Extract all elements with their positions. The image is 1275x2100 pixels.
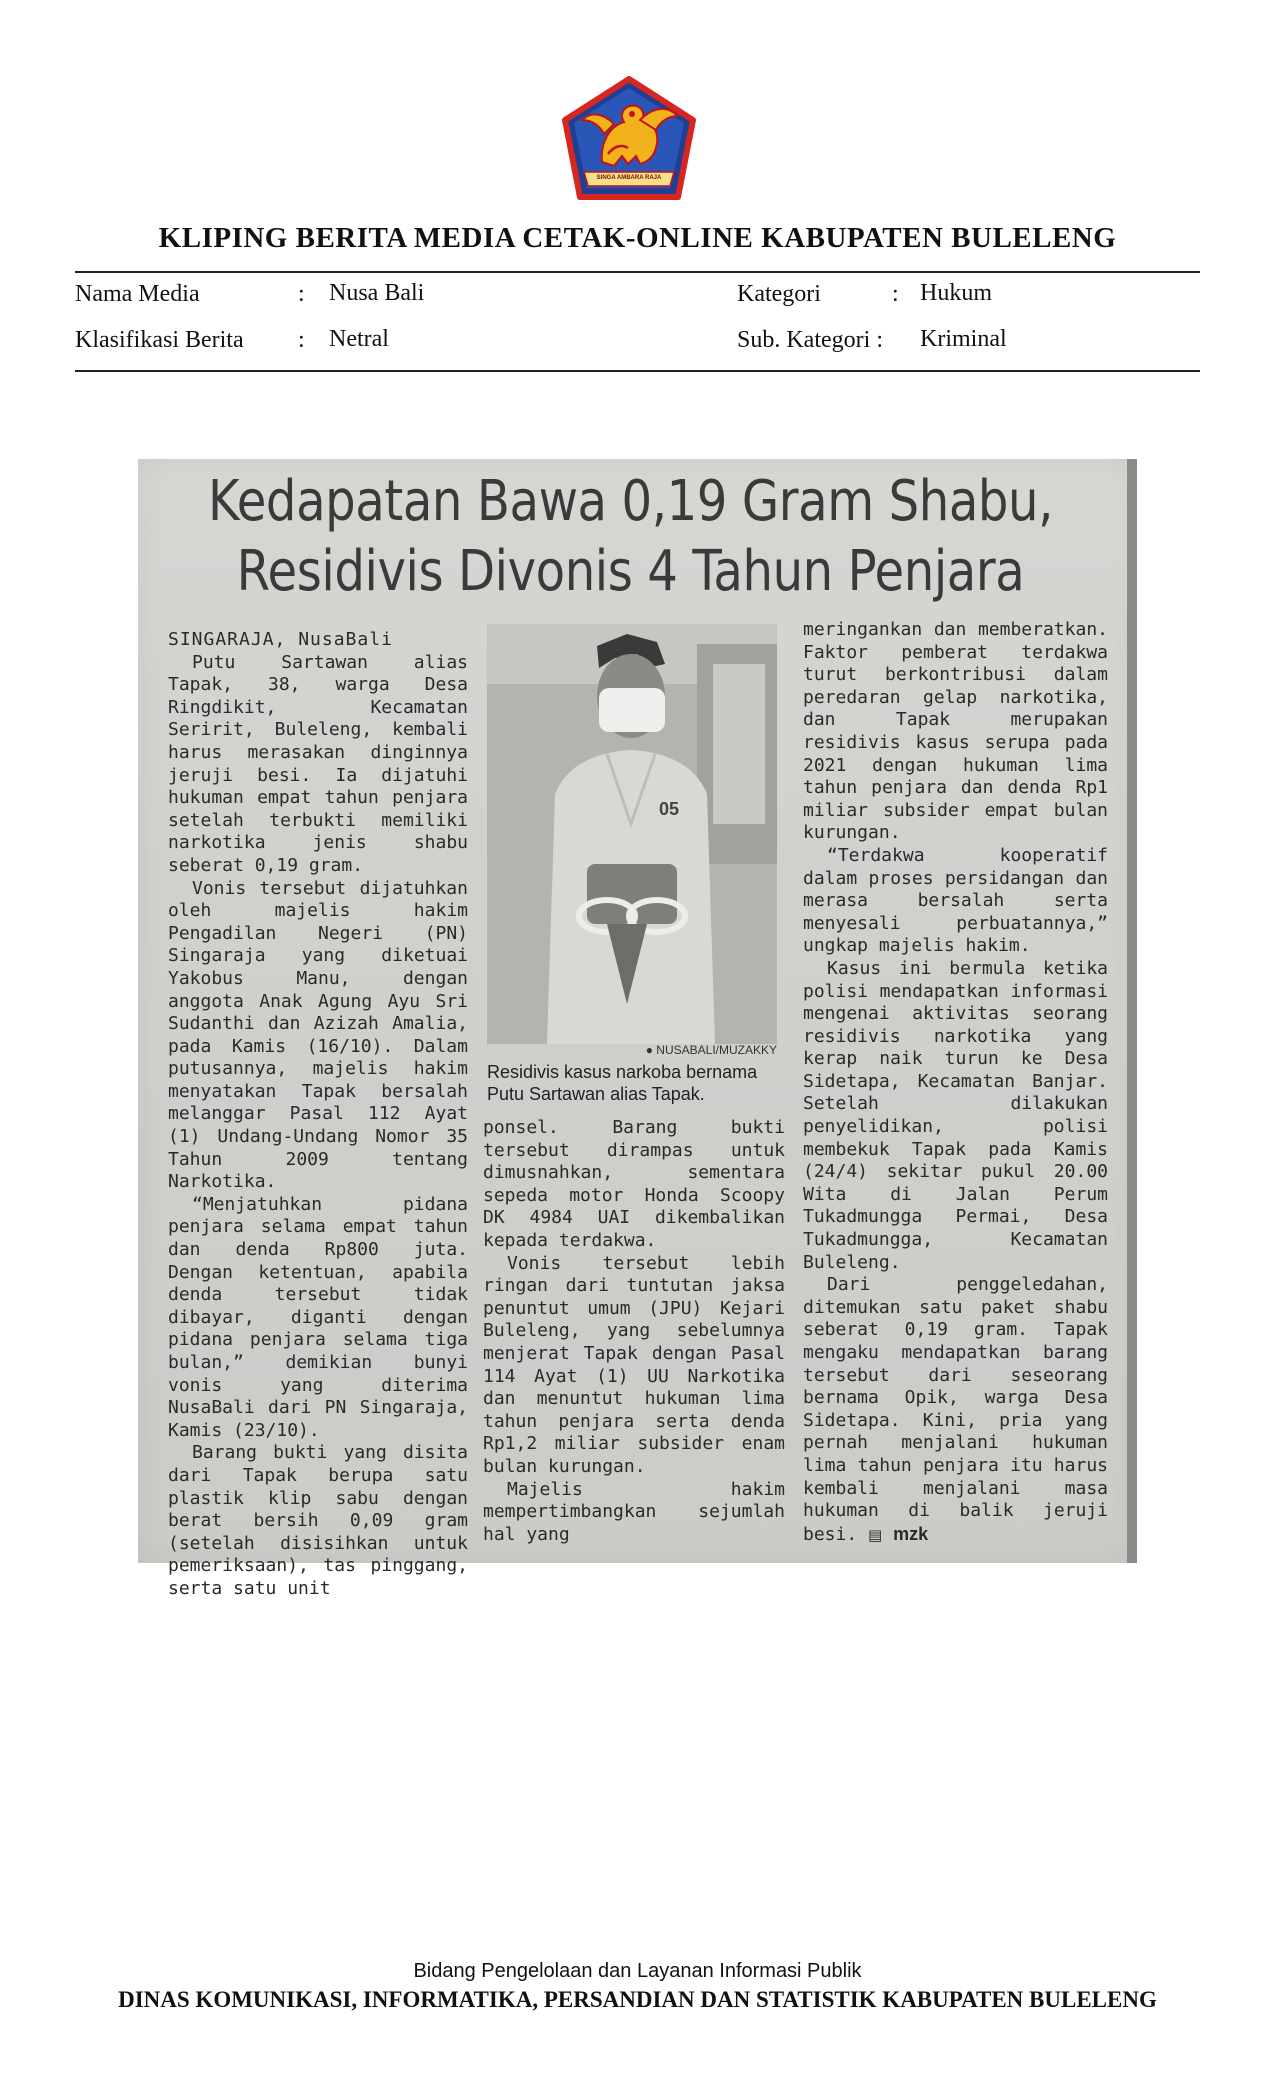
article-column-2 [483,1117,785,1546]
kategori-value: Hukum [920,280,992,306]
paragraph: Vonis tersebut lebih ringan dari tuntutan jaksa penuntut umum (JPU) Kejari Buleleng, yang sebelumnya menjerat Tapak dengan Pasal 114 Ayat (1) UU Narkotika dan menuntut hukuman lima tahun penjara serta denda Rp1,2 miliar subsider enam bulan kurungan. [483,1252,785,1477]
last-paragraph-text: Dari penggeledahan, ditemukan satu paket shabu seberat 0,19 gram. Tapak mengaku mendapatkan barang tersebut dari seseorang bernama Opik, warga Desa Sidetapa. Kini, pria yang pernah menjalani hukuman lima tahun penjara itu harus kembali menjalani masa hukuman di balik jeruji besi. [803,1274,1108,1545]
headline-line-1: Kedapatan Bawa 0,19 Gram Shabu, [207,469,1054,534]
photo-caption: Residivis kasus narkoba bernama Putu Sartawan alias Tapak. [487,1062,758,1104]
klasifikasi-value: Netral [329,326,389,352]
footer-division: Bidang Pengelolaan dan Layanan Informasi Publik [413,1960,862,1982]
paragraph: Barang bukti yang disita dari Tapak berupa satu plastik klip sabu dengan berat bersih 0,09 gram (setelah disisihkan untuk pemeriksaan), tas pinggang, serta satu unit [168,1442,468,1599]
subkategori-value: Kriminal [920,326,1007,352]
regency-logo [562,76,696,200]
title-divider [75,271,1200,273]
klasifikasi-separator: : [298,327,305,353]
media-label: Nama Media [75,281,200,307]
paragraph: “Menjatuhkan pidana penjara selama empat tahun dan denda Rp800 juta. Dengan ketentuan, apabila denda tersebut tidak dibayar, diganti dengan pidana penjara selama tiga bulan,” demikian bunyi vonis yang diterima NusaBali dari PN Singaraja, Kamis (23/10). [168,1193,468,1441]
news-photo [487,624,777,1044]
media-value: Nusa Bali [329,280,425,306]
meta-divider [75,370,1200,372]
logo-motto: SINGA AMBARA RAJA [596,175,662,181]
article-column-3 [803,619,1108,1546]
kategori-label: Kategori [737,281,821,307]
clipping-edge [1127,459,1137,1563]
author-signoff: mzk [893,1523,929,1544]
media-separator: : [298,281,305,307]
paragraph: Kasus ini bermula ketika polisi mendapatkan informasi mengenai aktivitas seorang residivis narkotika yang kerap naik turun ke Desa Sidetapa, Kecamatan Banjar. Setelah dilakukan penyelidikan, polisi membekuk Tapak pada Kamis (24/4) sekitar pukul 20.00 Wita di Jalan Perum Tukadmungga Permai, Desa Tukadmungga, Kecamatan Buleleng. [803,957,1108,1273]
kategori-separator: : [892,281,899,307]
klasifikasi-label: Klasifikasi Berita [75,327,244,353]
press-icon: ▤ [868,1525,883,1544]
photo-credit: ● NUSABALI/MUZAKKY [645,1043,777,1057]
paragraph: “Terdakwa kooperatif dalam proses persidangan dan merasa bersalah serta menyesali perbuatannya,” ungkap majelis hakim. [803,844,1108,957]
paragraph: Vonis tersebut dijatuhkan oleh majelis hakim Pengadilan Negeri (PN) Singaraja yang diketuai Yakobus Manu, dengan anggota Anak Agung Ayu Sri Sudanthi dan Azizah Amalia, pada Kamis (16/10). Dalam putusannya, majelis hakim menyatakan Tapak bersalah melanggar Pasal 112 Ayat (1) Undang-Undang Nomor 35 Tahun 2009 tentang Narkotika. [168,877,468,1193]
paragraph-last [803,1274,1108,1546]
newspaper-clipping [138,459,1137,1599]
defendant-photo-icon [487,624,777,1044]
paragraph: Majelis hakim mempertimbangkan sejumlah hal yang [483,1478,785,1545]
article-column-1 [168,629,468,1601]
subkategori-label: Sub. Kategori : [737,327,883,353]
footer-department: DINAS KOMUNIKASI, INFORMATIKA, PERSANDIAN DAN STATISTIK KABUPATEN BULELENG [118,1987,1157,2012]
document-title: KLIPING BERITA MEDIA CETAK-ONLINE KABUPATEN BULELENG [158,222,1117,254]
paragraph: ponsel. Barang bukti tersebut dirampas untuk dimusnahkan, sementara sepeda motor Honda Scoopy DK 4984 UAI dikembalikan kepada terdakwa. [483,1117,785,1251]
dateline: SINGARAJA, NusaBali [168,629,393,650]
vest-number: 05 [659,799,680,819]
paragraph: Putu Sartawan alias Tapak, 38, warga Desa Ringdikit, Kecamatan Seririt, Buleleng, kembali harus merasakan dinginnya jeruji besi. Ia dijatuhi hukuman empat tahun penjara setelah terbukti memiliki narkotika jenis shabu seberat 0,19 gram. [168,651,468,876]
headline-line-2: Residivis Divonis 4 Tahun Penjara [236,539,1025,604]
paragraph: meringankan dan memberatkan. Faktor pemberat terdakwa turut berkontribusi dalam peredaran gelap narkotika, dan Tapak merupakan residivis kasus serupa pada 2021 dengan hukuman lima tahun penjara dan denda Rp1 miliar subsider empat bulan kurungan. [803,619,1108,844]
